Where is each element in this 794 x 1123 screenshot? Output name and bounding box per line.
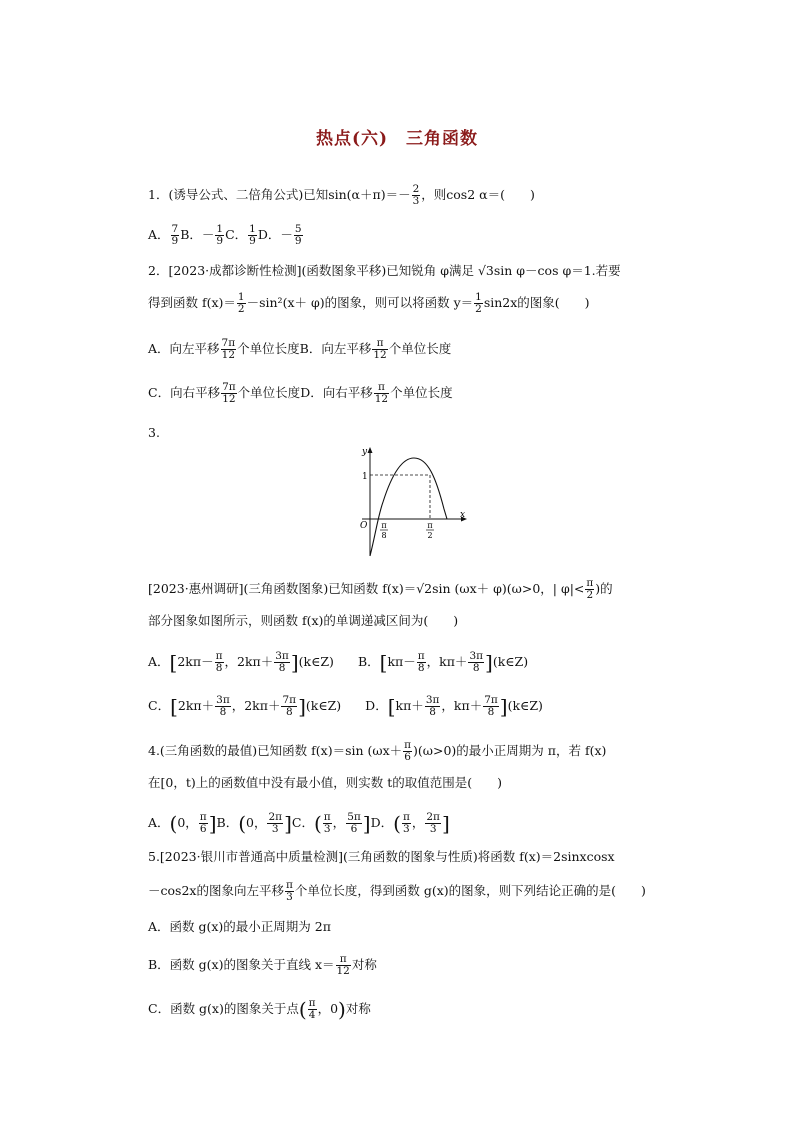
tick-pi-8-den: 8 — [381, 531, 387, 540]
q2-options-cd — [148, 382, 453, 405]
origin-label: O — [360, 521, 368, 531]
q5-stem-line1: 5.[2023·银川市普通高中质量检测](三角函数的图象与性质)将函数 f(x)＝2sinxcosx — [148, 849, 615, 864]
q3-option-b: B．[kπ－ $\frac{\pi}{8}$ ，kπ＋ $\frac{3\pi}{8}$ ](k∈Z) — [357, 650, 529, 675]
page-title: 热点(六) 三角函数 — [315, 129, 479, 149]
q5-stem-line2: －cos2x的图象向左平移 $\frac{\pi}{3}$ 个单位长度，得到函数 g(x)的图象，则下列结论正确的是( ) — [148, 879, 646, 903]
q2-option-b: B．向左平移 $\frac{\pi}{12}$ 个单位长度 — [299, 337, 452, 361]
q1-stem-b: ，则cos2 α＝( ) — [421, 187, 535, 202]
q2-options-ab — [148, 338, 451, 361]
tick-pi-2-num: π — [427, 521, 433, 530]
q1-option-a-label: A． — [148, 227, 170, 242]
q1-option-c-label: C． — [225, 227, 248, 242]
q3-option-d: D．[kπ＋ $\frac{3\pi}{8}$ ，kπ＋ $\frac{7\pi}{8}$ ](k∈Z) — [365, 694, 543, 719]
q4-stem-line2: 在[0，t)上的函数值中没有最小值，则实数 t的取值范围是( ) — [148, 775, 502, 790]
q4-option-c: C．( $\frac{\pi}{3}$ ， $\frac{5\pi}{6}$ ] — [291, 811, 371, 836]
q3-option-c: C．[2kπ＋ $\frac{3\pi}{8}$ ，2kπ＋ $\frac{7\pi}{8}$ ](k∈Z) — [148, 694, 342, 719]
y-axis-label: y — [362, 447, 368, 457]
q1-option-c-frac: $\frac{1}{9}$ — [249, 223, 256, 247]
q5-option-b: B．函数 g(x)的图象关于直线 x＝ $\frac{\pi}{12}$ 对称 — [148, 953, 377, 977]
q2-option-c: C．向右平移 $\frac{7\pi}{12}$ 个单位长度 — [148, 381, 301, 405]
q4-stem-line1: 4.(三角函数的最值)已知函数 f(x)＝sin (ωx＋ $\frac{\pi}{6}$ )(ω>0)的最小正周期为 π，若 f(x) — [148, 739, 607, 763]
x-axis-label: x — [460, 510, 466, 520]
q4-option-a: A．(0， $\frac{\pi}{6}$ ] — [148, 811, 217, 836]
q1-option-b-label: B．－ — [180, 227, 215, 242]
q1-stem — [148, 184, 535, 207]
q3-options-ab — [148, 651, 528, 674]
q3-stem-line2: 部分图象如图所示，则函数 f(x)的单调递减区间为( ) — [148, 613, 459, 628]
sine-curve — [370, 458, 447, 556]
q4-option-d: D．( $\frac{\pi}{3}$ ， $\frac{2\pi}{3}$ ] — [370, 811, 450, 836]
q3-stem-line1: [2023·惠州调研](三角函数图象)已知函数 f(x)＝√2sin (ωx＋ φ)(ω>0，| φ|< $\frac{\pi}{2}$ )的 — [148, 577, 613, 601]
q1-option-a-frac: $\frac{7}{9}$ — [171, 223, 179, 247]
q1-options — [148, 224, 304, 247]
q4-options — [148, 812, 450, 835]
q1-option-b-frac: $\frac{1}{9}$ — [216, 223, 224, 247]
q1-stem-a: 1．(诱导公式、二倍角公式)已知sin(α＋π)＝－ — [148, 187, 411, 202]
q2-option-a: A．向左平移 $\frac{7\pi}{12}$ 个单位长度 — [148, 337, 300, 361]
q1-option-d-label: D．－ — [257, 227, 293, 242]
q5-option-c: C．函数 g(x)的图象关于点( $\frac{\pi}{4}$ ，0)对称 — [148, 997, 371, 1022]
q2-line1: 2．[2023·成都诊断性检测](函数图象平移)已知锐角 φ满足 √3sin φ－cos φ＝1.若要 — [148, 263, 621, 278]
tick-pi-2-den: 2 — [427, 531, 433, 540]
tick-one-label: 1 — [362, 472, 368, 482]
q3-function-graph — [350, 444, 475, 564]
q3-number: 3. — [148, 425, 160, 440]
q1-fraction: $\frac{2}{3}$ — [412, 183, 420, 207]
tick-pi-8-num: π — [381, 521, 387, 530]
q2-line2: 得到函数 f(x)＝ $\frac{1}{2}$ －sin²(x＋ φ)的图象，则可以将函数 y＝ $\frac{1}{2}$ sin2x的图象( ) — [148, 291, 590, 315]
q1-option-d-frac: $\frac{5}{9}$ — [294, 223, 302, 247]
q3-option-a: A．[2kπ－ $\frac{\pi}{8}$ ，2kπ＋ $\frac{3\pi}{8}$ ](k∈Z) — [148, 650, 334, 675]
q2-option-d: D．向右平移 $\frac{\pi}{12}$ 个单位长度 — [300, 381, 453, 405]
q3-options-cd — [148, 695, 543, 718]
q5-option-a: A．函数 g(x)的最小正周期为 2π — [148, 919, 331, 934]
q4-option-b: B．(0， $\frac{2\pi}{3}$ ] — [216, 811, 292, 836]
y-axis-arrow — [368, 447, 373, 453]
